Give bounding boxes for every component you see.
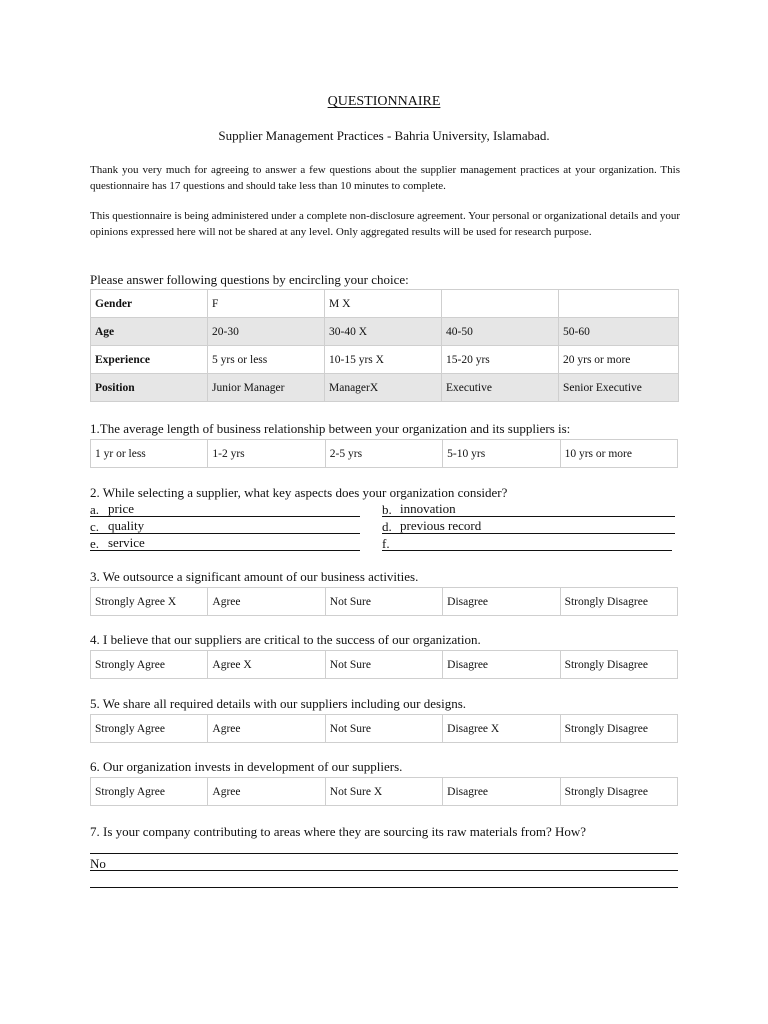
option-cell[interactable]: 1 yr or less bbox=[91, 440, 208, 468]
question-1-text: 1.The average length of business relationship between your organization and its suppliers is: bbox=[90, 421, 571, 436]
profile-table bbox=[90, 289, 679, 402]
profile-option[interactable] bbox=[442, 290, 559, 318]
answer-field[interactable]: previous record bbox=[382, 519, 675, 534]
option-cell[interactable]: Not Sure bbox=[325, 651, 442, 679]
profile-row-age bbox=[91, 318, 679, 346]
option-cell[interactable]: Strongly Agree X bbox=[91, 588, 208, 616]
option-cell[interactable]: Not Sure bbox=[325, 588, 442, 616]
question-5-options bbox=[90, 714, 678, 743]
profile-option[interactable]: 10-15 yrs X bbox=[325, 346, 442, 374]
options-row bbox=[91, 588, 678, 616]
options-row bbox=[91, 651, 678, 679]
profile-label: Experience bbox=[91, 346, 208, 374]
answer-letter: a. bbox=[90, 502, 100, 517]
profile-option[interactable]: 40-50 bbox=[442, 318, 559, 346]
question-4-text: 4. I believe that our suppliers are critical to the success of our organization. bbox=[90, 632, 481, 647]
profile-option[interactable]: M X bbox=[325, 290, 442, 318]
question-5-text: 5. We share all required details with our suppliers including our designs. bbox=[90, 696, 466, 711]
options-row bbox=[91, 778, 678, 806]
answer-letter: e. bbox=[90, 536, 100, 551]
profile-label: Position bbox=[91, 374, 208, 402]
question-2-text: 2. While selecting a supplier, what key aspects does your organization consider? bbox=[90, 485, 508, 500]
page-title: QUESTIONNAIRE bbox=[327, 94, 441, 109]
option-cell[interactable]: Disagree bbox=[443, 651, 560, 679]
answer-field[interactable] bbox=[382, 536, 672, 551]
option-cell[interactable]: Agree bbox=[208, 778, 325, 806]
question-7-text: 7. Is your company contributing to areas where they are sourcing its raw materials from? How? bbox=[90, 824, 587, 839]
answer-line bbox=[90, 853, 678, 854]
option-cell[interactable]: 2-5 yrs bbox=[325, 440, 442, 468]
answer-line bbox=[90, 887, 678, 888]
profile-row-experience bbox=[91, 346, 679, 374]
profile-option[interactable]: 20-30 bbox=[208, 318, 325, 346]
option-cell[interactable]: Strongly Disagree bbox=[560, 778, 677, 806]
answer-letter: f. bbox=[382, 536, 390, 551]
option-cell[interactable]: Agree bbox=[208, 588, 325, 616]
question-1-options bbox=[90, 439, 678, 468]
option-cell[interactable]: Disagree bbox=[443, 778, 560, 806]
question-7-answer[interactable]: No bbox=[90, 856, 106, 871]
answer-line bbox=[90, 870, 678, 871]
intro-paragraph-1: Thank you very much for agreeing to answer a few questions about the supplier management practices at your organization. This questionnaire has 17 questions and should take less than 10 minutes to complete. bbox=[90, 164, 680, 192]
answer-letter: c. bbox=[90, 519, 100, 534]
profile-option[interactable]: 30-40 X bbox=[325, 318, 442, 346]
profile-row-position bbox=[91, 374, 679, 402]
option-cell[interactable]: Strongly Agree bbox=[91, 715, 208, 743]
option-cell[interactable]: Agree X bbox=[208, 651, 325, 679]
option-cell[interactable]: Strongly Disagree bbox=[560, 715, 677, 743]
option-cell[interactable]: Not Sure bbox=[325, 715, 442, 743]
option-cell[interactable]: Strongly Disagree bbox=[560, 588, 677, 616]
profile-option[interactable] bbox=[559, 290, 679, 318]
question-6-text: 6. Our organization invests in development of our suppliers. bbox=[90, 759, 403, 774]
option-cell[interactable]: 10 yrs or more bbox=[560, 440, 677, 468]
option-cell[interactable]: Disagree X bbox=[443, 715, 560, 743]
options-row bbox=[91, 715, 678, 743]
answer-field[interactable]: quality bbox=[90, 519, 360, 534]
profile-option[interactable]: Executive bbox=[442, 374, 559, 402]
answer-field[interactable]: innovation bbox=[382, 502, 675, 517]
option-cell[interactable]: 1-2 yrs bbox=[208, 440, 325, 468]
question-3-text: 3. We outsource a significant amount of our business activities. bbox=[90, 569, 419, 584]
question-6-options bbox=[90, 777, 678, 806]
question-3-options bbox=[90, 587, 678, 616]
profile-option[interactable]: Senior Executive bbox=[559, 374, 679, 402]
profile-label: Gender bbox=[91, 290, 208, 318]
options-row bbox=[91, 440, 678, 468]
profile-option[interactable]: 50-60 bbox=[559, 318, 679, 346]
intro-paragraph-2: This questionnaire is being administered under a complete non-disclosure agreement. Your personal or organizational details and your opinions expressed here will not be shared at any level. Only aggregated results will be used for research purpose. bbox=[90, 210, 680, 238]
answer-letter: b. bbox=[382, 502, 392, 517]
profile-label: Age bbox=[91, 318, 208, 346]
profile-option[interactable]: Junior Manager bbox=[208, 374, 325, 402]
answer-field[interactable]: service bbox=[90, 536, 360, 551]
page-subtitle: Supplier Management Practices - Bahria University, Islamabad. bbox=[218, 128, 550, 143]
option-cell[interactable]: Agree bbox=[208, 715, 325, 743]
question-4-options bbox=[90, 650, 678, 679]
profile-option[interactable]: F bbox=[208, 290, 325, 318]
instruction-text: Please answer following questions by encircling your choice: bbox=[90, 272, 409, 287]
profile-option[interactable]: 20 yrs or more bbox=[559, 346, 679, 374]
option-cell[interactable]: Disagree bbox=[443, 588, 560, 616]
profile-option[interactable]: ManagerX bbox=[325, 374, 442, 402]
option-cell[interactable]: Strongly Agree bbox=[91, 651, 208, 679]
option-cell[interactable]: Strongly Agree bbox=[91, 778, 208, 806]
answer-field[interactable]: price bbox=[90, 502, 360, 517]
option-cell[interactable]: Not Sure X bbox=[325, 778, 442, 806]
profile-option[interactable]: 5 yrs or less bbox=[208, 346, 325, 374]
profile-row-gender bbox=[91, 290, 679, 318]
answer-letter: d. bbox=[382, 519, 392, 534]
option-cell[interactable]: 5-10 yrs bbox=[443, 440, 560, 468]
profile-option[interactable]: 15-20 yrs bbox=[442, 346, 559, 374]
option-cell[interactable]: Strongly Disagree bbox=[560, 651, 677, 679]
